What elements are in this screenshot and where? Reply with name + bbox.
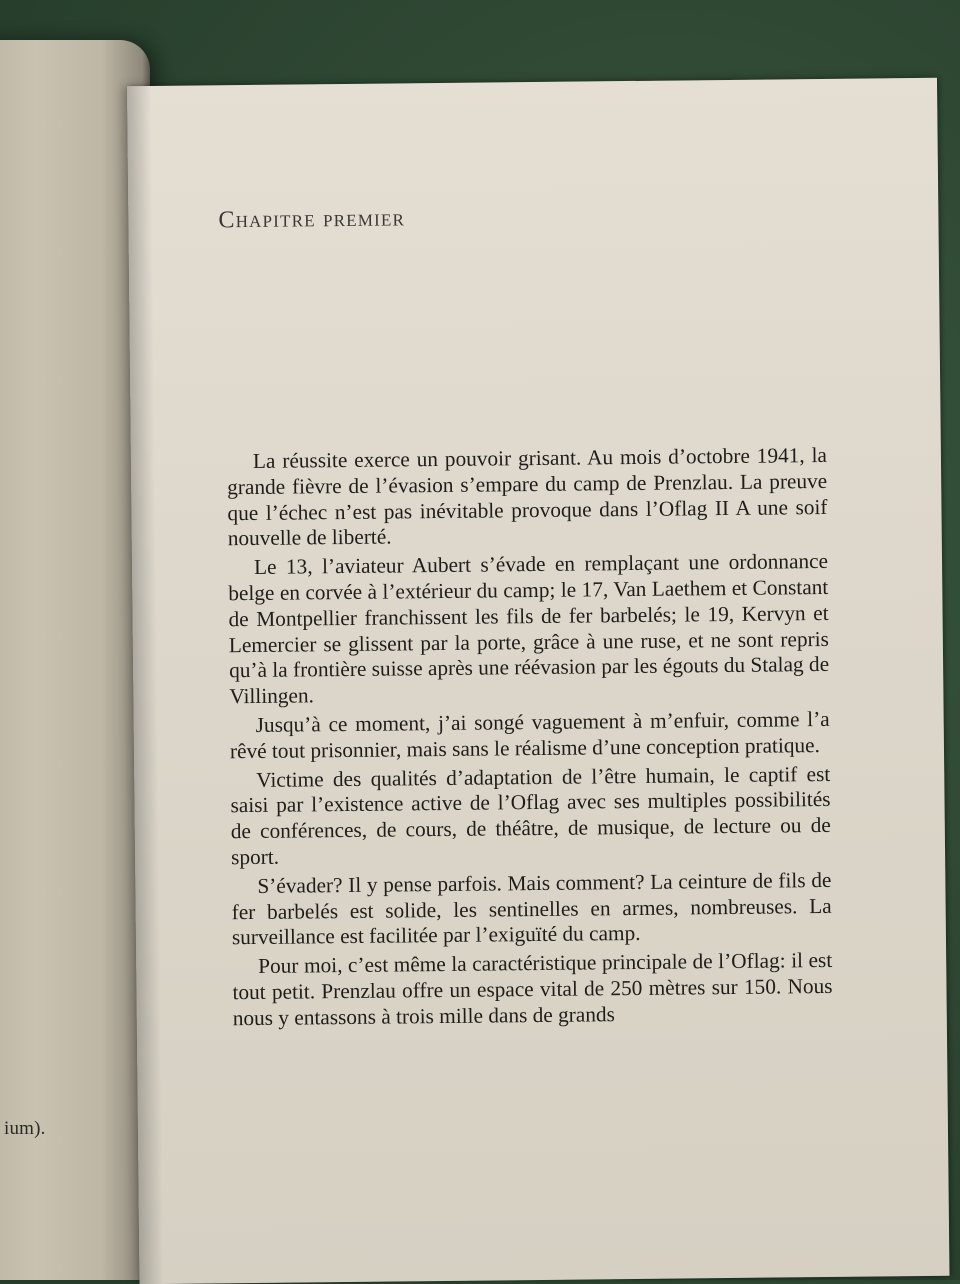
right-page [127,78,950,1284]
paragraph: Jusqu’à ce moment, j’ai songé vaguement à m’enfuir, comme l’a rêvé tout prisonnier, mais sans le réalisme d’une conception pratique. [229,706,830,763]
paragraph: Le 13, l’aviateur Aubert s’évade en remplaçant une ordonnance belge en corvée à l’extérieur du camp; le 17, Van Laethem et Constant de Montpellier franchissent les fils de fer barbelés; le 19, Kervyn et Lemercier se glissent par la porte, grâce à une ruse, et ne sont repris qu’à la frontière suisse après une réévasion par les égouts du Stalag de Villingen. [228,549,830,709]
chapter-title: Chapitre premier [218,205,406,234]
paragraph: Victime des qualités d’adaptation de l’être humain, le captif est saisi par l’existence active de l’Oflag avec ses multiples possibilités de conférences, de cours, de théâtre, de musique, de lecture ou de sport. [230,761,831,870]
left-page-text-fragment: ium). [4,1118,46,1139]
paragraph: Pour moi, c’est même la caractéristique principale de l’Oflag: il est tout petit. Prenzlau offre un espace vital de 250 mètres sur 150. Nous nous y entassons à trois mille dans de grands [232,948,833,1030]
paragraph: La réussite exerce un pouvoir grisant. Au mois d’octobre 1941, la grande fièvre de l’évasion s’empare du camp de Prenzlau. La preuve que l’échec n’est pas inévitable provoque dans l’Oflag II A une soif nouvelle de liberté. [227,442,828,551]
paragraph: S’évader? Il y pense parfois. Mais comment? La ceinture de fils de fer barbelés est solide, les sentinelles en armes, nombreuses. La surveillance est facilitée par l’exiguïté du camp. [231,867,832,950]
chapter-body [227,443,833,1032]
